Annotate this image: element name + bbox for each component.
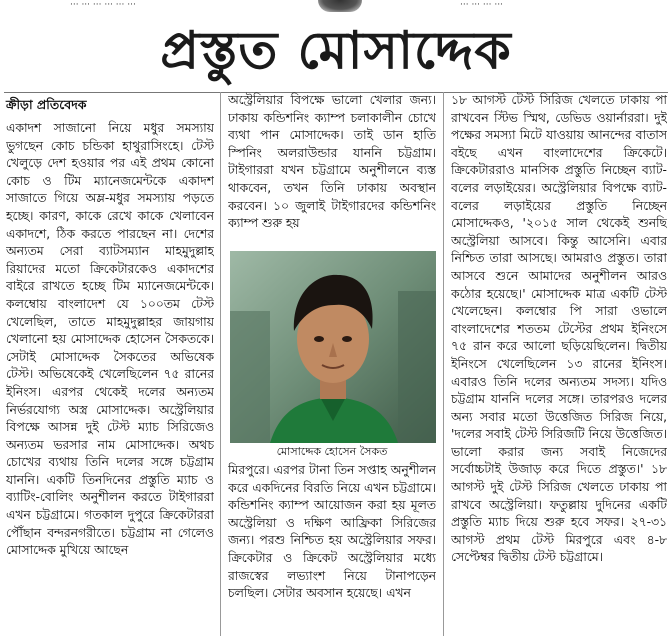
- photo-caption: মোসাদ্দেক হোসেন সৈকত: [276, 445, 388, 458]
- top-strip-left: ··· ··· ··· ··· ··· ···: [70, 0, 136, 10]
- article-column-3: ১৮ আগস্ট টেস্ট সিরিজ খেলতে ঢাকায় পা রাখবেন স্টিভ স্মিথ, ডেভিড ওয়ার্নাররা। দুই পক্ষের সমস্যা মিটে যাওয়ায় আনন্দের বাতাস বইছে এখন বাংলাদেশের ক্রিকেটে। ক্রিকেটাররাও মানসিক প্রস্তুতি নিচ্ছেন ব্যাট-বলের লড়াইয়ের। অস্ট্রেলিয়ার বিপক্ষে ব্যাট-বলের লড়াইয়ের প্রস্তুতি নিচ্ছেন মোসাদ্দেকও, '২০১৫ সাল থেকেই শুনছি অস্ট্রেলিয়া আসবে। কিন্তু আসেনি। এবার নিশ্চিত তারা আসছে। আমরাও প্রস্তুত। তারা আসবে শুনে আমাদের অনুশীলন আরও কঠোর হয়েছে।' মোসাদ্দেক মাত্র একটি টেস্ট খেলেছেন। কলম্বোর পি সারা ওভালে বাংলাদেশের শততম টেস্টের প্রথম ইনিংসে ৭৫ রান করে আলো ছড়িয়েছিলেন। দ্বিতীয় ইনিংসে খেলেছিলেন ১৩ রানের ইনিংস। এবারও তিনি দলের অন্যতম সদস্য। যদিও চট্টগ্রাম যাননি দলের সঙ্গে। তারপরও দলের অন্য সবার মতো উত্তেজিত সিরিজ নিয়ে, 'দলের সবাই টেস্ট সিরিজটি নিয়ে উত্তেজিত। ভালো করার জন্য সবাই নিজেদের সর্বোচ্চটাই উজাড় করে দিতে প্রস্তুত।' ১৮ আগস্ট দুই টেস্ট সিরিজ খেলতে ঢাকায় পা রাখবে অস্ট্রেলিয়া। ফতুল্লায় দুদিনের একটি প্রস্তুতি ম্যাচ দিয়ে শুরু হবে সফর। ২৭-৩১ আগস্ট প্রথম টেস্ট মিরপুরে এবং ৪-৮ সেপ্টেম্বর দ্বিতীয় টেস্ট চট্টগ্রামে।: [451, 93, 667, 565]
- article-column-2-bottom: মিরপুরে। এরপর টানা তিন সপ্তাহ অনুশীলন করে একদিনের বিরতি নিয়ে এখন চট্টগ্রামে। কন্ডিশনিং ক্যাম্প আয়োজন করা হয় মূলত অস্ট্রেলিয়া ও দক্ষিণ আফ্রিকা সিরিজের জন্য। পরশু নিশ্চিত হয় অস্ট্রেলিয়ার সফর। ক্রিকেটার ও ক্রিকেট অস্ট্রেলিয়ার মধ্যে রাজস্বের লভ্যাংশ নিয়ে টানাপড়েন চলছিল। সেটার অবসান হয়েছে। এখন: [228, 463, 436, 601]
- article-column-2-top: অস্ট্রেলিয়ার বিপক্ষে ভালো খেলার জন্য। ঢাকায় কন্ডিশনিং ক্যাম্প চলাকালীন চোখে ব্যথা পান মোসাদ্দেক। তাই ডান হাতি স্পিনিং অলরাউন্ডার যাননি চট্টগ্রাম। টাইগাররা যখন চট্টগ্রামে অনুশীলনে ব্যস্ত থাকবেন, তখন তিনি ঢাকায় অবস্থান করবেন। ১০ জুলাই টাইগারদের কন্ডিশনিং ক্যাম্প শুরু হয়: [228, 93, 436, 231]
- article-column-1: একাদশ সাজানো নিয়ে মধুর সমস্যায় ভুগছেন কোচ চন্ডিকা হাথুরাসিংহে। টেস্ট খেলুড়ে দেশ হওয়ার পর এই প্রথম কোনো কোচ ও টিম ম্যানেজমেন্টকে একাদশ সাজাতে গিয়ে অম্ল-মধুর সমস্যায় পড়তে হচ্ছে। কারণ, কাকে রেখে কাকে খেলাবেন একাদশে, ঠিক করতে পারছেন না। দেশের অন্যতম সেরা ব্যাটসম্যান মাহমুদুল্লাহ রিয়াদের মতো ক্রিকেটারকেও একাদশের বাইরে রাখতে হচ্ছে টিম ম্যানেজমেন্টকে। কলম্বোয় বাংলাদেশ যে ১০০তম টেস্ট খেলেছিল, তাতে মাহমুদুল্লাহর জায়গায় খেলানো হয় মোসাদ্দেক হোসেন সৈকতকে। সেটাই মোসাদ্দেক সৈকতের অভিষেক টেস্ট। অভিষেকেই খেলেছিলেন ৭৫ রানের ইনিংস। এরপর থেকেই দলের অন্যতম নির্ভরযোগ্য অস্ত্র মোসাদ্দেক। অস্ট্রেলিয়ার বিপক্ষে আসন্ন দুই টেস্ট ম্যাচ সিরিজেও অন্যতম ভরসার নাম মোসাদ্দেক। অথচ চোখের ব্যথায় তিনি দলের সঙ্গে চট্টগ্রাম যাননি। একটি তিনদিনের প্রস্তুতি ম্যাচ ও ব্যাটিং-বোলিং অনুশীলন করতে টাইগাররা এখন চট্টগ্রামে। গতকাল দুপুরে ক্রিকেটাররা পৌঁছান বন্দরনগরীতে। চট্টগ্রাম না গেলেও মোসাদ্দেক মুখিয়ে আছেন: [6, 121, 214, 558]
- masthead-graphic: [318, 0, 362, 12]
- column-divider: [220, 92, 221, 636]
- column-divider: [443, 92, 444, 636]
- top-strip-right: ··· ··· ··· ···: [460, 0, 503, 10]
- player-portrait-icon: [230, 251, 436, 443]
- byline: ক্রীড়া প্রতিবেদক: [6, 97, 87, 112]
- page-title: প্রস্তুত মোসাদ্দেক: [160, 20, 512, 81]
- player-photo: [230, 251, 436, 443]
